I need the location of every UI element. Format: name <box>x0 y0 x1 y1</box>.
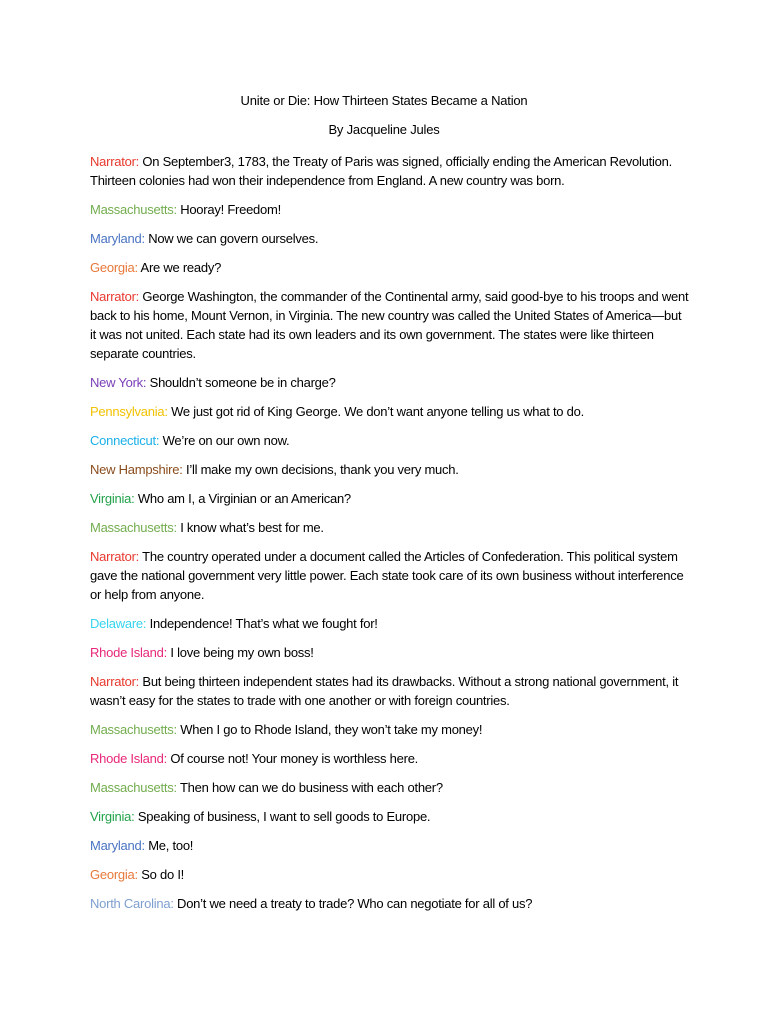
script-line <box>90 229 690 248</box>
script-line <box>90 431 690 450</box>
dialogue-text: Who am I, a Virginian or an American? <box>134 491 351 506</box>
script-line <box>90 258 690 277</box>
dialogue-text: We’re on our own now. <box>159 433 290 448</box>
dialogue-text: The country operated under a document called the Articles of Confederation. This political system gave the national government very little power. Each state took care of its own business without interference or help from anyone. <box>90 549 684 602</box>
script-line <box>90 836 690 855</box>
dialogue-text: Then how can we do business with each other? <box>176 780 443 795</box>
speaker-name: Maryland: <box>90 838 145 853</box>
script-line <box>90 489 690 508</box>
dialogue-text: Are we ready? <box>137 260 222 275</box>
speaker-name: Virginia: <box>90 809 135 824</box>
speaker-name: Rhode Island: <box>90 751 167 766</box>
speaker-name: Rhode Island: <box>90 645 167 660</box>
dialogue-text: When I go to Rhode Island, they won’t take my money! <box>176 722 483 737</box>
script-line <box>90 807 690 826</box>
dialogue-text: Shouldn’t someone be in charge? <box>146 375 336 390</box>
dialogue-text: So do I! <box>137 867 185 882</box>
dialogue-text: I love being my own boss! <box>166 645 314 660</box>
speaker-name: Massachusetts: <box>90 520 177 535</box>
script-line <box>90 720 690 739</box>
script-line <box>90 749 690 768</box>
speaker-name: Massachusetts: <box>90 202 177 217</box>
script-line <box>90 778 690 797</box>
dialogue-text: We just got rid of King George. We don’t want anyone telling us what to do. <box>167 404 584 419</box>
script-line <box>90 865 690 884</box>
script-line <box>90 402 690 421</box>
speaker-name: Connecticut: <box>90 433 160 448</box>
dialogue-text: Me, too! <box>144 838 194 853</box>
script-line <box>90 200 690 219</box>
dialogue-text: Now we can govern ourselves. <box>144 231 319 246</box>
dialogue-text: Of course not! Your money is worthless here. <box>166 751 419 766</box>
speaker-name: Maryland: <box>90 231 145 246</box>
dialogue-text: Speaking of business, I want to sell goods to Europe. <box>134 809 431 824</box>
speaker-name: Massachusetts: <box>90 780 177 795</box>
script-line <box>90 287 690 363</box>
speaker-name: Massachusetts: <box>90 722 177 737</box>
speaker-name: Narrator: <box>90 674 140 689</box>
speaker-name: Pennsylvania: <box>90 404 168 419</box>
script-line <box>90 373 690 392</box>
speaker-name: Virginia: <box>90 491 135 506</box>
speaker-name: Georgia: <box>90 260 138 275</box>
dialogue-text: I know what’s best for me. <box>176 520 324 535</box>
speaker-name: Narrator: <box>90 154 140 169</box>
dialogue-text: Don’t we need a treaty to trade? Who can negotiate for all of us? <box>173 896 533 911</box>
script-line <box>90 518 690 537</box>
script-lines <box>90 152 690 923</box>
script-line <box>90 460 690 479</box>
speaker-name: Georgia: <box>90 867 138 882</box>
dialogue-text: Independence! That’s what we fought for! <box>146 616 378 631</box>
script-line <box>90 894 690 913</box>
dialogue-text: George Washington, the commander of the Continental army, said good-bye to his troops and went back to his home, Mount Vernon, in Virginia. The new country was called the United States of America—but it was not united. Each state had its own leaders and its own government. The states were like thirteen separate countries. <box>90 289 689 361</box>
dialogue-text: On September3, 1783, the Treaty of Paris was signed, officially ending the American Revolution. Thirteen colonies had won their independence from England. A new country was born. <box>90 154 672 188</box>
script-line <box>90 547 690 604</box>
speaker-name: New Hampshire: <box>90 462 183 477</box>
dialogue-text: Hooray! Freedom! <box>176 202 281 217</box>
speaker-name: New York: <box>90 375 147 390</box>
script-line <box>90 152 690 190</box>
speaker-name: North Carolina: <box>90 896 174 911</box>
dialogue-text: I’ll make my own decisions, thank you very much. <box>182 462 459 477</box>
document-author: By Jacqueline Jules <box>328 122 440 137</box>
speaker-name: Narrator: <box>90 549 140 564</box>
document-title: Unite or Die: How Thirteen States Became a Nation <box>240 93 528 108</box>
script-line <box>90 643 690 662</box>
script-line <box>90 672 690 710</box>
speaker-name: Narrator: <box>90 289 140 304</box>
speaker-name: Delaware: <box>90 616 147 631</box>
script-line <box>90 614 690 633</box>
dialogue-text: But being thirteen independent states had its drawbacks. Without a strong national government, it wasn’t easy for the states to trade with one another or with foreign countries. <box>90 674 679 708</box>
